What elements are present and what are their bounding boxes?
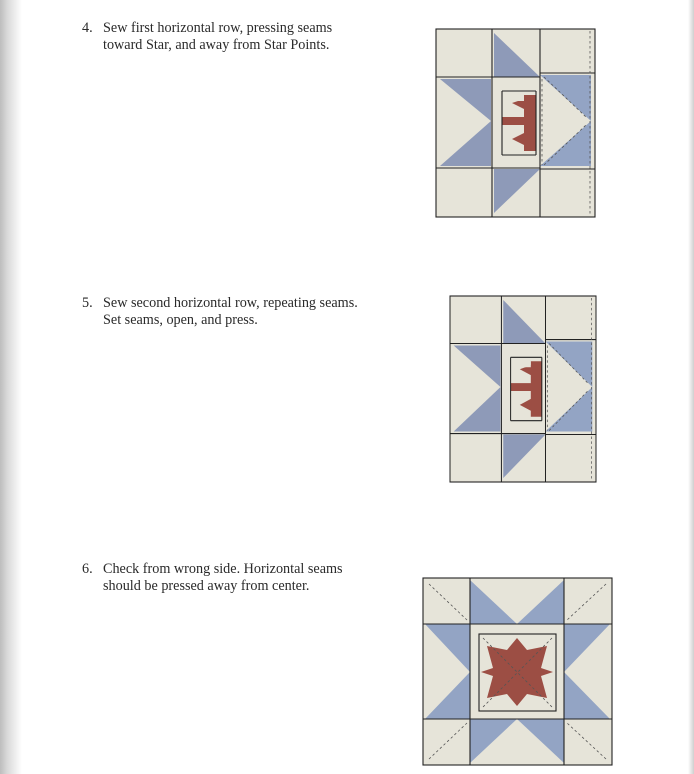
step-text-line: Sew second horizontal row, repeating seams. bbox=[103, 295, 358, 311]
center-star-red bbox=[481, 638, 553, 706]
step-number: 6. bbox=[82, 561, 93, 577]
step-text-line: Sew first horizontal row, pressing seams bbox=[103, 20, 333, 36]
step-number: 4. bbox=[82, 20, 93, 36]
step-6-quilt-diagram bbox=[423, 578, 612, 765]
step-number: 5. bbox=[82, 295, 93, 311]
step-text-line: toward Star, and away from Star Points. bbox=[103, 37, 330, 53]
step-text-line: Check from wrong side. Horizontal seams bbox=[103, 561, 343, 577]
step-text-line: Set seams, open, and press. bbox=[103, 312, 258, 328]
page-gutter-shadow bbox=[0, 0, 22, 774]
step-text-line: should be pressed away from center. bbox=[103, 578, 310, 594]
center-star-corner bbox=[520, 361, 531, 367]
page-edge-shadow bbox=[688, 0, 694, 774]
center-star-corner bbox=[512, 95, 524, 101]
step-5-quilt-diagram bbox=[450, 296, 596, 482]
step-text bbox=[103, 20, 332, 54]
step-4-quilt-diagram bbox=[436, 29, 595, 217]
step-text bbox=[103, 561, 343, 595]
step-text bbox=[103, 295, 358, 329]
